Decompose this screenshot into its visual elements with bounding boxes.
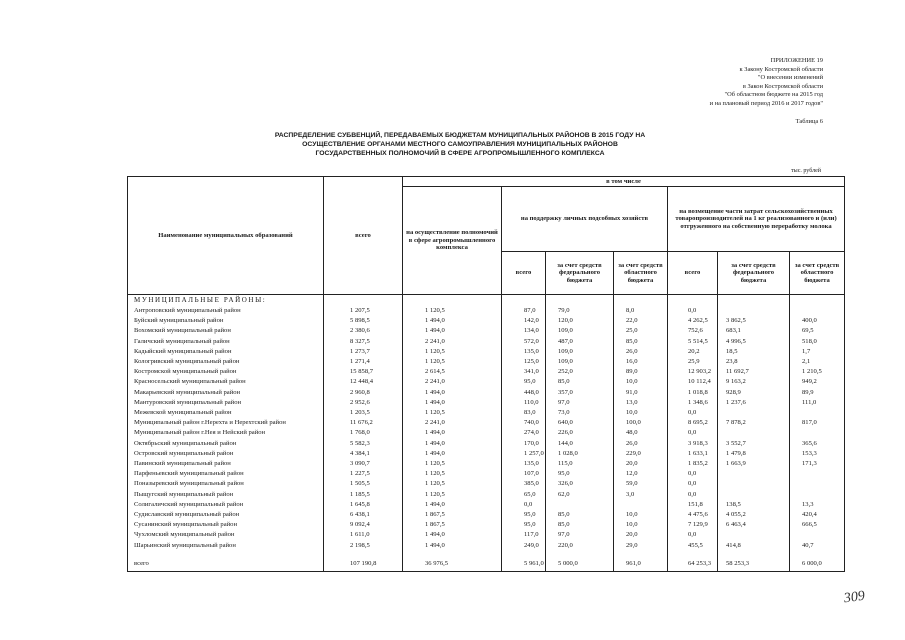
municipality-name: всего bbox=[128, 557, 324, 572]
table-row bbox=[128, 428, 845, 438]
header-name: Наименование муниципальных образований bbox=[128, 177, 324, 295]
value-cell: 91,0 bbox=[614, 388, 668, 398]
value-cell: 2 960,8 bbox=[324, 388, 403, 398]
value-cell: 79,0 bbox=[546, 306, 614, 316]
value-cell: 640,0 bbox=[546, 418, 614, 428]
value-cell: 341,0 bbox=[502, 367, 546, 377]
value-cell: 11 676,2 bbox=[324, 418, 403, 428]
value-cell bbox=[718, 306, 790, 316]
table-row bbox=[128, 479, 845, 489]
value-cell: 2 952,6 bbox=[324, 398, 403, 408]
section-label: МУНИЦИПАЛЬНЫЕ РАЙОНЫ: bbox=[128, 295, 324, 307]
value-cell: 8,0 bbox=[614, 306, 668, 316]
value-cell: 1 203,5 bbox=[324, 408, 403, 418]
value-cell: 7 129,9 bbox=[668, 520, 718, 530]
value-cell: 15 858,7 bbox=[324, 367, 403, 377]
value-cell: 1 185,5 bbox=[324, 490, 403, 500]
appendix-line: "Об областном бюджете на 2015 год bbox=[724, 91, 823, 99]
header-including: в том числе bbox=[403, 177, 845, 187]
value-cell: 0,0 bbox=[668, 479, 718, 489]
value-cell: 95,0 bbox=[546, 469, 614, 479]
value-cell: 20,0 bbox=[614, 530, 668, 540]
value-cell: 18,5 bbox=[718, 347, 790, 357]
value-cell: 2 614,5 bbox=[403, 367, 502, 377]
value-cell: 1 120,5 bbox=[403, 479, 502, 489]
value-cell: 26,0 bbox=[614, 347, 668, 357]
value-cell: 400,0 bbox=[790, 316, 845, 326]
value-cell: 1 479,8 bbox=[718, 449, 790, 459]
table-row bbox=[128, 347, 845, 357]
municipality-name: Пыщугский муниципальный район bbox=[128, 490, 324, 500]
value-cell bbox=[790, 530, 845, 540]
value-cell bbox=[790, 490, 845, 500]
value-cell: 1 867,5 bbox=[403, 510, 502, 520]
value-cell: 16,0 bbox=[614, 357, 668, 367]
value-cell: 5 000,0 bbox=[546, 557, 614, 572]
value-cell: 252,0 bbox=[546, 367, 614, 377]
value-cell: 12 448,4 bbox=[324, 377, 403, 387]
value-cell: 740,0 bbox=[502, 418, 546, 428]
header-farms-federal: за счет средств федерального бюджета bbox=[546, 252, 614, 295]
value-cell: 1 645,8 bbox=[324, 500, 403, 510]
value-cell bbox=[718, 490, 790, 500]
value-cell: 7 878,2 bbox=[718, 418, 790, 428]
subsidy-table bbox=[127, 176, 845, 572]
value-cell: 357,0 bbox=[546, 388, 614, 398]
value-cell: 0,0 bbox=[668, 490, 718, 500]
table-row bbox=[128, 306, 845, 316]
value-cell: 36 976,5 bbox=[403, 557, 502, 572]
table-row bbox=[128, 439, 845, 449]
value-cell: 1 120,5 bbox=[403, 347, 502, 357]
value-cell: 1 494,0 bbox=[403, 439, 502, 449]
value-cell: 25,0 bbox=[614, 326, 668, 336]
value-cell: 1 273,7 bbox=[324, 347, 403, 357]
value-cell bbox=[718, 408, 790, 418]
value-cell: 1 018,8 bbox=[668, 388, 718, 398]
value-cell: 0,0 bbox=[668, 408, 718, 418]
value-cell: 220,0 bbox=[546, 541, 614, 551]
value-cell: 170,0 bbox=[502, 439, 546, 449]
municipality-name: Кадыйский муниципальный район bbox=[128, 347, 324, 357]
value-cell: 48,0 bbox=[614, 428, 668, 438]
value-cell: 326,0 bbox=[546, 479, 614, 489]
value-cell bbox=[718, 469, 790, 479]
value-cell bbox=[718, 530, 790, 540]
appendix-note bbox=[710, 57, 823, 109]
value-cell: 1 494,0 bbox=[403, 500, 502, 510]
table-row bbox=[128, 541, 845, 551]
value-cell: 135,0 bbox=[502, 459, 546, 469]
value-cell bbox=[546, 500, 614, 510]
value-cell: 8 327,5 bbox=[324, 337, 403, 347]
value-cell: 10,0 bbox=[614, 377, 668, 387]
value-cell: 4 475,6 bbox=[668, 510, 718, 520]
value-cell: 3 552,7 bbox=[718, 439, 790, 449]
municipality-name: Костромской муниципальный район bbox=[128, 367, 324, 377]
value-cell bbox=[790, 428, 845, 438]
value-cell: 414,8 bbox=[718, 541, 790, 551]
value-cell: 0,0 bbox=[668, 428, 718, 438]
value-cell: 87,0 bbox=[502, 306, 546, 316]
document-title bbox=[200, 132, 720, 158]
page-number: 309 bbox=[842, 588, 866, 607]
value-cell: 110,0 bbox=[502, 398, 546, 408]
value-cell: 2 198,5 bbox=[324, 541, 403, 551]
value-cell: 2 241,0 bbox=[403, 418, 502, 428]
value-cell: 11 692,7 bbox=[718, 367, 790, 377]
value-cell: 10,0 bbox=[614, 520, 668, 530]
table-row bbox=[128, 449, 845, 459]
value-cell: 3 090,7 bbox=[324, 459, 403, 469]
value-cell: 151,8 bbox=[668, 500, 718, 510]
value-cell: 1 120,5 bbox=[403, 408, 502, 418]
value-cell: 1 494,0 bbox=[403, 388, 502, 398]
value-cell: 142,0 bbox=[502, 316, 546, 326]
appendix-line: ПРИЛОЖЕНИЕ 19 bbox=[770, 57, 823, 64]
municipality-name: Чухломский муниципальный район bbox=[128, 530, 324, 540]
table-row bbox=[128, 326, 845, 336]
table-row bbox=[128, 530, 845, 540]
value-cell: 8 695,2 bbox=[668, 418, 718, 428]
value-cell: 95,0 bbox=[502, 510, 546, 520]
value-cell: 1 120,5 bbox=[403, 306, 502, 316]
municipality-name: Сусанинский муниципальный район bbox=[128, 520, 324, 530]
value-cell: 117,0 bbox=[502, 530, 546, 540]
value-cell: 26,0 bbox=[614, 439, 668, 449]
value-cell: 9 163,2 bbox=[718, 377, 790, 387]
value-cell: 1 768,0 bbox=[324, 428, 403, 438]
value-cell: 89,9 bbox=[790, 388, 845, 398]
value-cell: 4 384,1 bbox=[324, 449, 403, 459]
value-cell: 40,7 bbox=[790, 541, 845, 551]
value-cell: 22,0 bbox=[614, 316, 668, 326]
value-cell: 95,0 bbox=[502, 377, 546, 387]
municipality-name: Мантуровский муниципальный район bbox=[128, 398, 324, 408]
value-cell: 2 380,6 bbox=[324, 326, 403, 336]
table-row bbox=[128, 520, 845, 530]
table-row bbox=[128, 459, 845, 469]
municipality-name: Муниципальный район г.Нея и Нейский район bbox=[128, 428, 324, 438]
value-cell: 65,0 bbox=[502, 490, 546, 500]
municipality-name: Макарьевский муниципальный район bbox=[128, 388, 324, 398]
value-cell: 1 120,5 bbox=[403, 490, 502, 500]
municipality-name: Вохомский муниципальный район bbox=[128, 326, 324, 336]
municipality-name: Буйский муниципальный район bbox=[128, 316, 324, 326]
table-row bbox=[128, 469, 845, 479]
value-cell: 1 611,0 bbox=[324, 530, 403, 540]
value-cell: 10 112,4 bbox=[668, 377, 718, 387]
value-cell: 13,3 bbox=[790, 500, 845, 510]
value-cell: 1 210,5 bbox=[790, 367, 845, 377]
header-milk: на возмещение части затрат сельскохозяйственных товаропроизводителей на 1 кг реализованного и (или) отгруженного на собственную переработку молока bbox=[668, 187, 845, 252]
table-row bbox=[128, 388, 845, 398]
table-row bbox=[128, 377, 845, 387]
section-row bbox=[128, 295, 845, 307]
value-cell: 1 494,0 bbox=[403, 316, 502, 326]
value-cell bbox=[718, 428, 790, 438]
municipality-name: Островский муниципальный район bbox=[128, 449, 324, 459]
value-cell: 120,0 bbox=[546, 316, 614, 326]
table-row bbox=[128, 398, 845, 408]
value-cell: 5 514,5 bbox=[668, 337, 718, 347]
value-cell: 69,5 bbox=[790, 326, 845, 336]
value-cell: 3 918,3 bbox=[668, 439, 718, 449]
header-milk-federal: за счет средств федерального бюджета bbox=[718, 252, 790, 295]
value-cell: 0,0 bbox=[668, 306, 718, 316]
value-cell: 2 241,0 bbox=[403, 337, 502, 347]
value-cell: 134,0 bbox=[502, 326, 546, 336]
value-cell: 1 633,1 bbox=[668, 449, 718, 459]
table-row bbox=[128, 510, 845, 520]
table-row bbox=[128, 490, 845, 500]
table-row bbox=[128, 367, 845, 377]
value-cell: 487,0 bbox=[546, 337, 614, 347]
value-cell: 1 348,6 bbox=[668, 398, 718, 408]
value-cell: 1 227,5 bbox=[324, 469, 403, 479]
value-cell: 59,0 bbox=[614, 479, 668, 489]
value-cell: 1 207,5 bbox=[324, 306, 403, 316]
value-cell: 1 663,9 bbox=[718, 459, 790, 469]
header-personal-farms: на поддержку личных подсобных хозяйств bbox=[502, 187, 668, 252]
value-cell: 107,0 bbox=[502, 469, 546, 479]
value-cell: 1 494,0 bbox=[403, 428, 502, 438]
value-cell: 85,0 bbox=[546, 520, 614, 530]
value-cell: 85,0 bbox=[614, 337, 668, 347]
table-row bbox=[128, 500, 845, 510]
table-row bbox=[128, 408, 845, 418]
value-cell: 73,0 bbox=[546, 408, 614, 418]
appendix-line: в Закон Костромской области bbox=[742, 82, 823, 90]
table-row bbox=[128, 316, 845, 326]
value-cell: 5 961,0 bbox=[502, 557, 546, 572]
value-cell bbox=[790, 469, 845, 479]
value-cell: 10,0 bbox=[614, 408, 668, 418]
municipality-name: Красносельский муниципальный район bbox=[128, 377, 324, 387]
value-cell: 385,0 bbox=[502, 479, 546, 489]
value-cell: 109,0 bbox=[546, 326, 614, 336]
value-cell: 89,0 bbox=[614, 367, 668, 377]
value-cell: 1 494,0 bbox=[403, 449, 502, 459]
value-cell: 10,0 bbox=[614, 510, 668, 520]
municipality-name: Кологривский муниципальный район bbox=[128, 357, 324, 367]
value-cell: 448,0 bbox=[502, 388, 546, 398]
value-cell: 85,0 bbox=[546, 377, 614, 387]
value-cell: 1 237,6 bbox=[718, 398, 790, 408]
value-cell: 365,6 bbox=[790, 439, 845, 449]
value-cell: 97,0 bbox=[546, 398, 614, 408]
value-cell: 274,0 bbox=[502, 428, 546, 438]
value-cell: 0,0 bbox=[668, 469, 718, 479]
appendix-line: "О внесении изменений bbox=[757, 74, 823, 82]
value-cell: 4 055,2 bbox=[718, 510, 790, 520]
value-cell: 1 867,5 bbox=[403, 520, 502, 530]
value-cell: 4 262,5 bbox=[668, 316, 718, 326]
value-cell: 1 120,5 bbox=[403, 357, 502, 367]
value-cell: 64 253,3 bbox=[668, 557, 718, 572]
value-cell: 229,0 bbox=[614, 449, 668, 459]
value-cell: 12 903,2 bbox=[668, 367, 718, 377]
value-cell: 115,0 bbox=[546, 459, 614, 469]
value-cell: 1 271,4 bbox=[324, 357, 403, 367]
municipality-name: Судиславский муниципальный район bbox=[128, 510, 324, 520]
value-cell: 107 190,8 bbox=[324, 557, 403, 572]
value-cell: 13,0 bbox=[614, 398, 668, 408]
value-cell: 95,0 bbox=[502, 520, 546, 530]
value-cell: 5 898,5 bbox=[324, 316, 403, 326]
units-label: тыс. рублей bbox=[791, 168, 821, 174]
value-cell: 518,0 bbox=[790, 337, 845, 347]
municipality-name: Антроповский муниципальный район bbox=[128, 306, 324, 316]
value-cell: 125,0 bbox=[502, 357, 546, 367]
header-farms-total: всего bbox=[502, 252, 546, 295]
municipality-name: Галичский муниципальный район bbox=[128, 337, 324, 347]
value-cell: 455,5 bbox=[668, 541, 718, 551]
value-cell: 97,0 bbox=[546, 530, 614, 540]
value-cell: 144,0 bbox=[546, 439, 614, 449]
municipality-name: Солигаличский муниципальный район bbox=[128, 500, 324, 510]
value-cell: 100,0 bbox=[614, 418, 668, 428]
value-cell: 572,0 bbox=[502, 337, 546, 347]
title-line: ГОСУДАРСТВЕННЫХ ПОЛНОМОЧИЙ В СФЕРЕ АГРОПРОМЫШЛЕННОГО КОМПЛЕКСА bbox=[315, 149, 605, 157]
value-cell: 961,0 bbox=[614, 557, 668, 572]
table-row bbox=[128, 337, 845, 347]
value-cell: 25,9 bbox=[668, 357, 718, 367]
header-milk-regional: за счет средств областного бюджета bbox=[790, 252, 845, 295]
value-cell: 1 494,0 bbox=[403, 541, 502, 551]
header-milk-total: всего bbox=[668, 252, 718, 295]
value-cell: 420,4 bbox=[790, 510, 845, 520]
header-powers: на осуществление полномочий в сфере агропромышленного комплекса bbox=[403, 187, 502, 295]
value-cell: 20,2 bbox=[668, 347, 718, 357]
value-cell: 226,0 bbox=[546, 428, 614, 438]
value-cell: 817,0 bbox=[790, 418, 845, 428]
table-row bbox=[128, 357, 845, 367]
header-farms-regional: за счет средств областного бюджета bbox=[614, 252, 668, 295]
table-body bbox=[128, 295, 845, 572]
value-cell bbox=[790, 479, 845, 489]
municipality-name: Поназыревский муниципальный район bbox=[128, 479, 324, 489]
municipality-name: Октябрьский муниципальный район bbox=[128, 439, 324, 449]
value-cell: 1 028,0 bbox=[546, 449, 614, 459]
value-cell: 1 494,0 bbox=[403, 398, 502, 408]
value-cell bbox=[614, 500, 668, 510]
value-cell: 1,7 bbox=[790, 347, 845, 357]
value-cell: 23,8 bbox=[718, 357, 790, 367]
appendix-line: и на плановый период 2016 и 2017 годов" bbox=[709, 99, 823, 107]
municipality-name: Шарьинский муниципальный район bbox=[128, 541, 324, 551]
value-cell: 0,0 bbox=[668, 530, 718, 540]
table-number: Таблица 6 bbox=[795, 118, 823, 125]
value-cell: 12,0 bbox=[614, 469, 668, 479]
municipality-name: Межевской муниципальный район bbox=[128, 408, 324, 418]
value-cell: 29,0 bbox=[614, 541, 668, 551]
total-row bbox=[128, 557, 845, 572]
value-cell: 6 000,0 bbox=[790, 557, 845, 572]
value-cell: 135,0 bbox=[502, 347, 546, 357]
value-cell: 5 582,3 bbox=[324, 439, 403, 449]
value-cell: 1 505,5 bbox=[324, 479, 403, 489]
value-cell: 171,3 bbox=[790, 459, 845, 469]
value-cell: 58 253,3 bbox=[718, 557, 790, 572]
value-cell: 6 438,1 bbox=[324, 510, 403, 520]
municipality-name: Парфеньевский муниципальный район bbox=[128, 469, 324, 479]
title-line: ОСУЩЕСТВЛЕНИЕ ОРГАНАМИ МЕСТНОГО САМОУПРАВЛЕНИЯ МУНИЦИПАЛЬНЫХ РАЙОНОВ bbox=[302, 140, 618, 148]
value-cell: 928,9 bbox=[718, 388, 790, 398]
value-cell: 9 092,4 bbox=[324, 520, 403, 530]
value-cell: 3,0 bbox=[614, 490, 668, 500]
value-cell: 949,2 bbox=[790, 377, 845, 387]
value-cell: 1 257,0 bbox=[502, 449, 546, 459]
value-cell: 6 463,4 bbox=[718, 520, 790, 530]
value-cell: 153,3 bbox=[790, 449, 845, 459]
value-cell: 249,0 bbox=[502, 541, 546, 551]
value-cell: 20,0 bbox=[614, 459, 668, 469]
value-cell: 109,0 bbox=[546, 347, 614, 357]
table-row bbox=[128, 418, 845, 428]
value-cell: 4 996,5 bbox=[718, 337, 790, 347]
municipality-name: Муниципальный район г.Нерехта и Нерехтский район bbox=[128, 418, 324, 428]
value-cell: 1 494,0 bbox=[403, 326, 502, 336]
value-cell: 83,0 bbox=[502, 408, 546, 418]
value-cell: 62,0 bbox=[546, 490, 614, 500]
appendix-line: к Закону Костромской области bbox=[739, 65, 823, 73]
value-cell: 1 835,2 bbox=[668, 459, 718, 469]
value-cell: 3 862,5 bbox=[718, 316, 790, 326]
value-cell: 1 120,5 bbox=[403, 469, 502, 479]
value-cell: 752,6 bbox=[668, 326, 718, 336]
value-cell: 0,0 bbox=[502, 500, 546, 510]
value-cell: 1 494,0 bbox=[403, 530, 502, 540]
value-cell: 111,0 bbox=[790, 398, 845, 408]
value-cell: 109,0 bbox=[546, 357, 614, 367]
value-cell: 138,5 bbox=[718, 500, 790, 510]
value-cell: 85,0 bbox=[546, 510, 614, 520]
value-cell: 666,5 bbox=[790, 520, 845, 530]
value-cell: 683,1 bbox=[718, 326, 790, 336]
value-cell: 2,1 bbox=[790, 357, 845, 367]
value-cell bbox=[790, 408, 845, 418]
value-cell: 2 241,0 bbox=[403, 377, 502, 387]
municipality-name: Павинский муниципальный район bbox=[128, 459, 324, 469]
header-total: всего bbox=[324, 177, 403, 295]
value-cell bbox=[718, 479, 790, 489]
title-line: РАСПРЕДЕЛЕНИЕ СУБВЕНЦИЙ, ПЕРЕДАВАЕМЫХ БЮДЖЕТАМ МУНИЦИПАЛЬНЫХ РАЙОНОВ В 2015 ГОДУ НА bbox=[274, 132, 646, 139]
value-cell bbox=[790, 306, 845, 316]
value-cell: 1 120,5 bbox=[403, 459, 502, 469]
